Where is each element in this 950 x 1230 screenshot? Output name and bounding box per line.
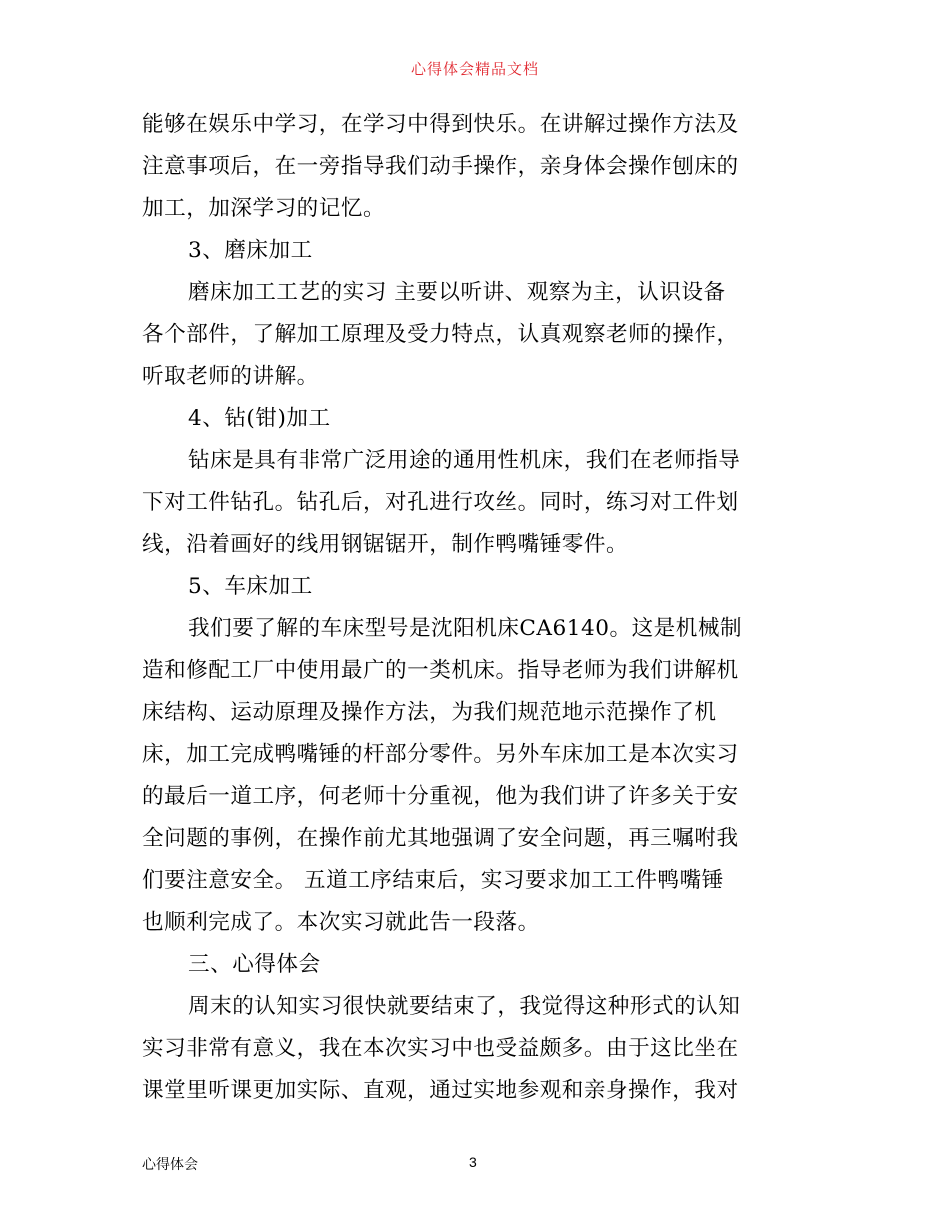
text-line: 能够在娱乐中学习，在学习中得到快乐。在讲解过操作方法及 — [142, 112, 739, 137]
text-line: 加工，加深学习的记忆。 — [142, 196, 386, 221]
text-line: 也顺利完成了。本次实习就此告一段落。 — [142, 910, 540, 935]
text-line: 钻床是具有非常广泛用途的通用性机床，我们在老师指导 — [188, 448, 741, 473]
text-line: 床，加工完成鸭嘴锤的杆部分零件。另外车床加工是本次实习 — [142, 742, 739, 767]
text-line: 下对工件钻孔。钻孔后，对孔进行攻丝。同时，练习对工件划 — [142, 490, 739, 515]
text-line: 床结构、运动原理及操作方法，为我们规范地示范操作了机 — [142, 700, 717, 725]
text-line: 课堂里听课更加实际、直观，通过实地参观和亲身操作，我对 — [142, 1078, 739, 1103]
text-line: 各个部件，了解加工原理及受力特点，认真观察老师的操作， — [142, 322, 739, 347]
page-header-title: 心得体会精品文档 — [410, 60, 539, 78]
text-line: 线，沿着画好的线用钢锯锯开，制作鸭嘴锤零件。 — [142, 532, 629, 557]
text-line: 周末的认知实习很快就要结束了，我觉得这种形式的认知 — [188, 994, 741, 1019]
text-line: 的最后一道工序，何老师十分重视，他为我们讲了许多关于安 — [142, 784, 739, 809]
text-line: 造和修配工厂中使用最广的一类机床。指导老师为我们讲解机 — [142, 658, 739, 683]
text-line: 我们要了解的车床型号是沈阳机床CA6140。这是机械制 — [188, 616, 743, 641]
page-number: 3 — [469, 1154, 477, 1170]
text-line: 4、钻(钳)加工 — [188, 406, 331, 431]
text-line: 5、车床加工 — [188, 574, 313, 599]
text-line: 三、心得体会 — [188, 952, 321, 977]
text-line: 实习非常有意义，我在本次实习中也受益颇多。由于这比坐在 — [142, 1036, 739, 1061]
text-line: 注意事项后，在一旁指导我们动手操作，亲身体会操作刨床的 — [142, 154, 739, 179]
text-line: 磨床加工工艺的实习 主要以听讲、观察为主，认识设备 — [188, 280, 726, 305]
text-line: 3、磨床加工 — [188, 238, 313, 263]
document-body — [142, 104, 822, 1112]
footer-label: 心得体会 — [142, 1157, 198, 1173]
text-line: 听取老师的讲解。 — [142, 364, 319, 389]
text-line: 全问题的事例，在操作前尤其地强调了安全问题，再三嘱咐我 — [142, 826, 739, 851]
text-line: 们要注意安全。 五道工序结束后，实习要求加工工件鸭嘴锤 — [142, 868, 724, 893]
